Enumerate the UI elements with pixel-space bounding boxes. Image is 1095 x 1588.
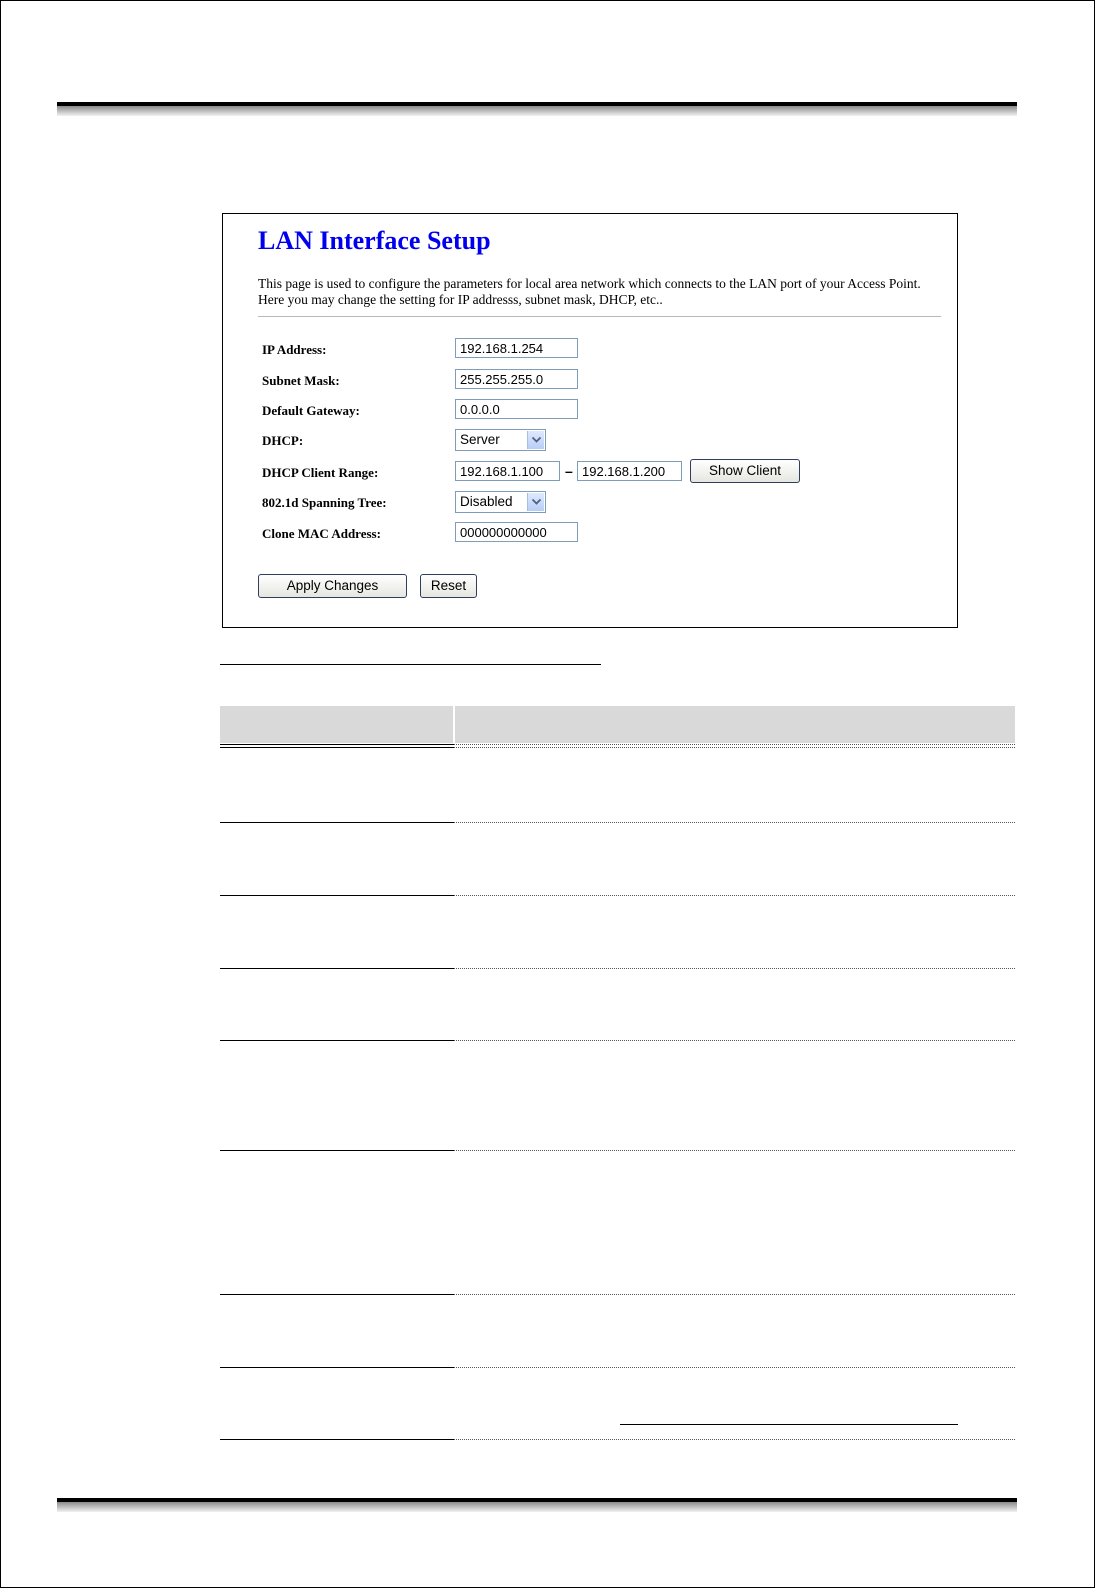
clone-mac-input[interactable]: 000000000000 bbox=[455, 522, 578, 542]
spanning-tree-select-value: Disabled bbox=[460, 494, 513, 509]
footer-rule bbox=[57, 1498, 1017, 1512]
show-client-button[interactable]: Show Client bbox=[690, 459, 800, 483]
lan-setup-screenshot bbox=[222, 213, 958, 628]
dhcp-range-start-input[interactable]: 192.168.1.100 bbox=[455, 461, 560, 481]
separator bbox=[258, 316, 941, 317]
page-title: LAN Interface Setup bbox=[258, 226, 491, 255]
link-underline bbox=[620, 1424, 958, 1425]
table-row-divider bbox=[220, 968, 1015, 971]
table-row-divider bbox=[220, 1439, 1015, 1442]
reset-button[interactable]: Reset bbox=[420, 574, 477, 598]
spanning-tree-label: 802.1d Spanning Tree: bbox=[262, 495, 387, 510]
dhcp-select-value: Server bbox=[460, 432, 500, 447]
table-header-divider bbox=[453, 706, 455, 743]
default-gateway-label: Default Gateway: bbox=[262, 403, 360, 418]
default-gateway-input[interactable]: 0.0.0.0 bbox=[455, 399, 578, 419]
subnet-mask-label: Subnet Mask: bbox=[262, 373, 340, 388]
table-row-divider bbox=[220, 1294, 1015, 1297]
dhcp-label: DHCP: bbox=[262, 433, 304, 448]
table-row-divider bbox=[220, 895, 1015, 898]
chevron-down-icon[interactable] bbox=[527, 493, 544, 511]
table-row-divider bbox=[220, 1367, 1015, 1370]
subnet-mask-input[interactable]: 255.255.255.0 bbox=[455, 369, 578, 389]
spanning-tree-select[interactable] bbox=[455, 491, 546, 513]
dhcp-range-label: DHCP Client Range: bbox=[262, 465, 379, 480]
chevron-down-icon[interactable] bbox=[527, 431, 544, 449]
table-row-divider bbox=[220, 744, 1015, 747]
apply-changes-button[interactable]: Apply Changes bbox=[258, 574, 407, 598]
table-header bbox=[220, 706, 1015, 743]
dhcp-range-end-input[interactable]: 192.168.1.200 bbox=[577, 461, 682, 481]
ip-address-input[interactable]: 192.168.1.254 bbox=[455, 338, 578, 358]
clone-mac-label: Clone MAC Address: bbox=[262, 526, 381, 541]
dhcp-select[interactable] bbox=[455, 429, 546, 451]
table-row-divider bbox=[220, 822, 1015, 825]
range-separator: – bbox=[565, 463, 573, 479]
header-rule bbox=[57, 102, 1017, 116]
caption-underline bbox=[220, 664, 601, 665]
table-row-divider bbox=[220, 1150, 1015, 1153]
ip-address-label: IP Address: bbox=[262, 342, 327, 357]
page-description: This page is used to configure the parameters for local area network which connects to the LAN port of your Access Point. Here you may change the setting for IP addresss, subnet mask, DHCP, etc.. bbox=[258, 276, 921, 307]
table-row-divider bbox=[220, 1040, 1015, 1043]
